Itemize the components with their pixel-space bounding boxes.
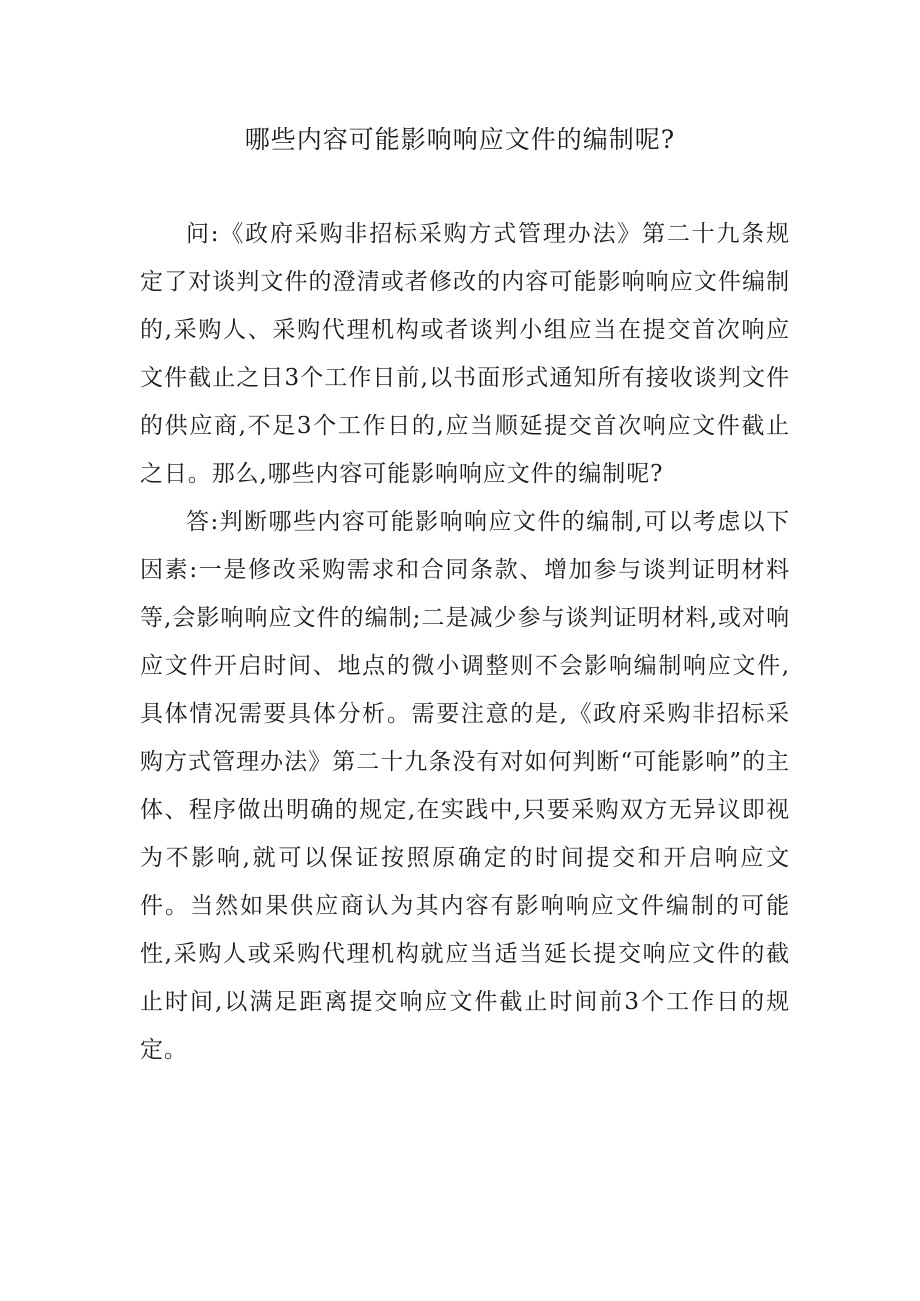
question-paragraph: 问:《政府采购非招标采购方式管理办法》第二十九条规定了对谈判文件的澄清或者修改的内容可能影响响应文件编制的,采购人、采购代理机构或者谈判小组应当在提交首次响应文件截止之日3个工作日前,以书面形式通知所有接收谈判文件的供应商,不足3个工作日的,应当顺延提交首次响应文件截止之日。那么,哪些内容可能影响响应文件的编制呢? <box>140 221 790 487</box>
document-body <box>140 210 790 1074</box>
document-title: 哪些内容可能影响响应文件的编制呢? <box>244 125 676 154</box>
answer-paragraph: 答:判断哪些内容可能影响响应文件的编制,可以考虑以下因素:一是修改采购需求和合同条款、增加参与谈判证明材料等,会影响响应文件的编制;二是减少参与谈判证明材料,或对响应文件开启时间、地点的微小调整则不会影响编制响应文件,具体情况需要具体分析。需要注意的是,《政府采购非招标采购方式管理办法》第二十九条没有对如何判断“可能影响”的主体、程序做出明确的规定,在实践中,只要采购双方无异议即视为不影响,就可以保证按照原确定的时间提交和开启响应文件。当然如果供应商认为其内容有影响响应文件编制的可能性,采购人或采购代理机构就应当适当延长提交响应文件的截止时间,以满足距离提交响应文件截止时间前3个工作日的规定。 <box>140 509 790 1063</box>
